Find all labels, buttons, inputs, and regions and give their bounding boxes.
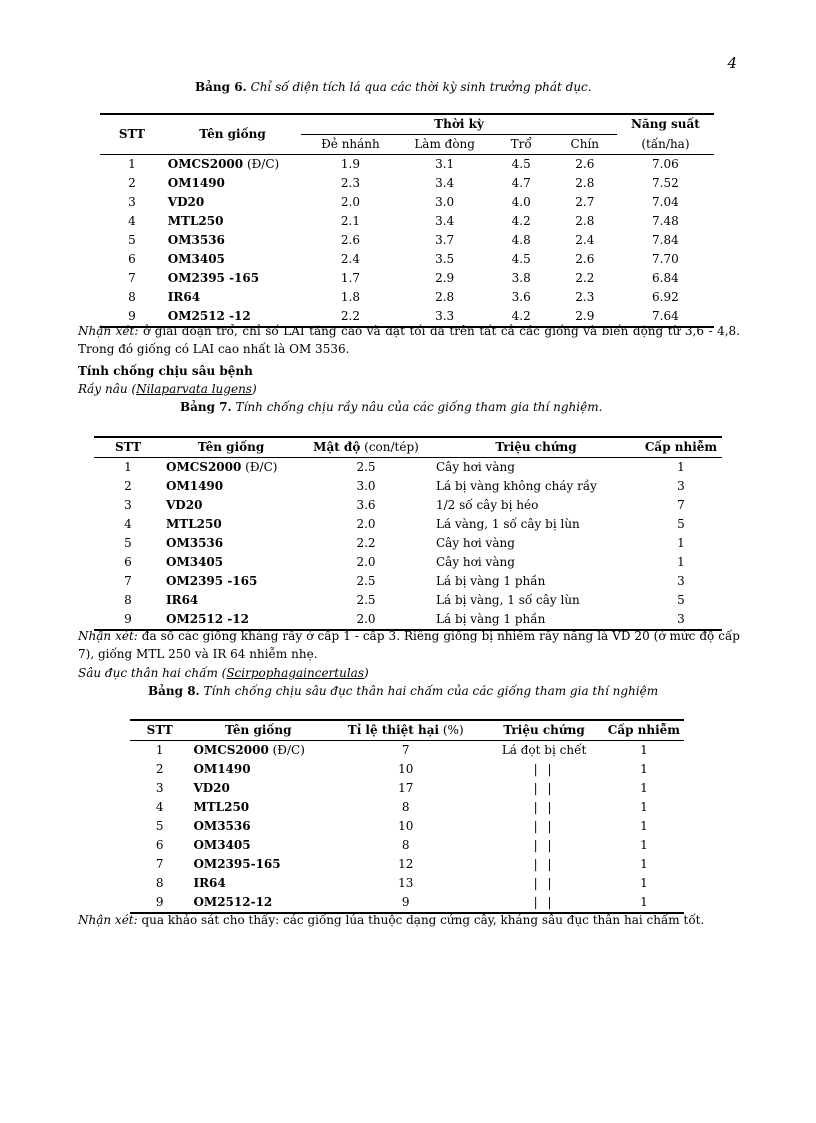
- variety-name: MTL250: [193, 800, 250, 814]
- density: 2.0: [356, 555, 376, 569]
- stt: 8: [124, 593, 132, 607]
- table7: [94, 436, 722, 631]
- value-tro: 4.2: [511, 309, 531, 323]
- infection-level: 1: [640, 819, 648, 833]
- stt: 3: [155, 781, 164, 795]
- value-tro: 4.5: [511, 252, 531, 266]
- value-denhanh: 2.0: [340, 195, 360, 209]
- subsection-suffix: ): [251, 382, 257, 396]
- variety-name: OM2395 -165: [167, 271, 260, 285]
- variety-name: VD20: [167, 195, 205, 209]
- variety-name: MTL250: [167, 214, 224, 228]
- variety-name: OM1490: [193, 762, 251, 776]
- table-row: [100, 250, 714, 269]
- damage-rate: 13: [398, 876, 414, 890]
- stt: 2: [124, 479, 132, 493]
- stt: 8: [155, 876, 164, 890]
- stt: 8: [128, 290, 136, 304]
- value-denhanh: 1.8: [340, 290, 360, 304]
- value-denhanh: 2.6: [340, 233, 360, 247]
- damage-rate: 10: [398, 819, 414, 833]
- table8-caption-label: Bảng 8.: [148, 684, 200, 698]
- value-tro: 3.8: [511, 271, 531, 285]
- stt: 7: [124, 574, 132, 588]
- infection-level: 1: [640, 895, 648, 909]
- stt: 5: [124, 536, 132, 550]
- variety-name: OM3536: [193, 819, 251, 833]
- density: 2.5: [356, 574, 376, 588]
- t7-header-cap: Cấp nhiễm: [640, 437, 722, 458]
- variety-name: OM2395 -165: [166, 574, 258, 588]
- t6-header-stt: STT: [100, 114, 164, 155]
- table-row: [100, 155, 714, 175]
- symptom: | |: [533, 819, 555, 833]
- table7-caption: [180, 400, 602, 414]
- table6-caption-text: Chỉ số diện tích lá qua các thời kỳ sinh trưởng phát dục.: [250, 80, 592, 94]
- infection-level: 1: [640, 876, 648, 890]
- value-denhanh: 2.1: [340, 214, 360, 228]
- stt: 7: [155, 857, 164, 871]
- stt: 4: [128, 214, 136, 228]
- t8-header-tile: Tỉ lệ thiệt hại (%): [327, 720, 484, 741]
- infection-level: 1: [640, 762, 648, 776]
- value-chin: 2.7: [575, 195, 595, 209]
- value-lamdong: 3.7: [435, 233, 455, 247]
- value-lamdong: 3.1: [435, 157, 455, 171]
- t6-header-tro: Trổ: [490, 135, 553, 155]
- table8: [130, 719, 684, 914]
- table-row: [100, 193, 714, 212]
- variety-name: OM3405: [193, 838, 251, 852]
- t8-header-cap: Cấp nhiễm: [604, 720, 684, 741]
- variety-name: OM3536: [167, 233, 225, 247]
- symptom: | |: [533, 781, 555, 795]
- value-denhanh: 1.7: [340, 271, 360, 285]
- remark-text: qua khảo sát cho thấy: các giống lúa thuộc dạng cứng cây, kháng sâu đục thân hai chấm tốt.: [137, 913, 705, 927]
- t7-header-name: Tên giống: [162, 437, 300, 458]
- table-row: [130, 760, 684, 779]
- table-row: [130, 741, 684, 761]
- symptom: Cây hơi vàng: [436, 460, 515, 474]
- density: 2.0: [356, 612, 376, 626]
- variety-name: OM2512-12: [193, 895, 273, 909]
- table7-caption-label: Bảng 7.: [180, 400, 232, 414]
- table-row: [130, 817, 684, 836]
- variety-name: OMCS2000: [167, 157, 244, 171]
- infection-level: 3: [677, 574, 685, 588]
- value-nangsuat: 6.92: [652, 290, 679, 304]
- variety-name: OM1490: [166, 479, 224, 493]
- infection-level: 3: [677, 479, 685, 493]
- value-lamdong: 2.9: [435, 271, 455, 285]
- stt: 2: [155, 762, 164, 776]
- value-lamdong: 3.4: [435, 176, 455, 190]
- value-tro: 4.8: [511, 233, 531, 247]
- t6-header-thoiky: Thời kỳ: [301, 114, 617, 135]
- stt: 3: [124, 498, 132, 512]
- variety-name: OMCS2000: [166, 460, 242, 474]
- stt: 1: [155, 743, 164, 757]
- value-tro: 4.7: [511, 176, 531, 190]
- subsection-suffix: ): [363, 666, 369, 680]
- remark-text: đa số các giống kháng rầy ở cấp 1 - cấp 3. Riêng giống bị nhiễm rầy năng là VD 20 (ở mức độ cấp 7), giống MTL 250 và IR 64 nhiễm nhẹ.: [78, 629, 740, 661]
- variety-name: IR64: [193, 876, 226, 890]
- table-row: [100, 212, 714, 231]
- remark-text: ở giai đoạn trổ, chỉ số LAI tăng cao và đạt tối đa trên tất cả các giống và biến động từ 3,6 - 4,8. Trong đó giống có LAI cao nhất là OM 3536.: [78, 324, 740, 356]
- symptom: Lá vàng, 1 số cây bị lùn: [436, 517, 580, 531]
- subsection-brown-planthopper: [78, 380, 740, 398]
- table-row: [130, 893, 684, 913]
- density: 3.6: [356, 498, 376, 512]
- value-nangsuat: 7.48: [652, 214, 679, 228]
- variety-name: VD20: [166, 498, 203, 512]
- variety-name: IR64: [166, 593, 199, 607]
- infection-level: 1: [640, 781, 648, 795]
- t6-header-nangsuat-unit: (tấn/ha): [617, 135, 714, 155]
- stt: 4: [155, 800, 164, 814]
- symptom: Lá bị vàng không cháy rầy: [436, 479, 597, 493]
- value-chin: 2.8: [575, 176, 595, 190]
- value-nangsuat: 7.64: [652, 309, 679, 323]
- table-row: [100, 231, 714, 250]
- table7-remark: [78, 627, 740, 663]
- table8-caption: [148, 684, 658, 698]
- t6-header-lamdong: Làm đòng: [400, 135, 490, 155]
- table-row: [94, 591, 722, 610]
- damage-rate: 8: [401, 838, 410, 852]
- variety-name: OM2512 -12: [167, 309, 251, 323]
- value-nangsuat: 7.52: [652, 176, 679, 190]
- table-row: [130, 855, 684, 874]
- stt: 4: [124, 517, 132, 531]
- t7-header-trieuchung: Triệu chứng: [432, 437, 640, 458]
- variety-name: OMCS2000: [193, 743, 269, 757]
- table-row: [130, 874, 684, 893]
- damage-rate: 17: [398, 781, 414, 795]
- damage-rate: 7: [401, 743, 410, 757]
- variety-note: (Đ/C): [268, 743, 305, 757]
- value-lamdong: 3.4: [435, 214, 455, 228]
- symptom: Lá bị vàng 1 phần: [436, 574, 546, 588]
- remark-label: Nhận xét:: [78, 324, 139, 338]
- table-row: [94, 553, 722, 572]
- variety-note: (Đ/C): [241, 460, 278, 474]
- table-row: [100, 269, 714, 288]
- t8-header-stt: STT: [130, 720, 189, 741]
- variety-name: MTL250: [166, 517, 222, 531]
- value-denhanh: 2.2: [340, 309, 360, 323]
- table7-caption-text: Tính chống chịu rầy nâu của các giống tham gia thí nghiệm.: [235, 400, 603, 414]
- variety-name: OM3405: [167, 252, 225, 266]
- stt: 7: [128, 271, 136, 285]
- species-name: Scirpophagaincertulas: [226, 666, 364, 680]
- value-tro: 3.6: [511, 290, 531, 304]
- variety-name: OM2512 -12: [166, 612, 249, 626]
- variety-name: OM1490: [167, 176, 225, 190]
- table-row: [94, 572, 722, 591]
- t7-header-matdo: Mật độ (con/tép): [300, 437, 432, 458]
- table-row: [94, 534, 722, 553]
- value-chin: 2.6: [575, 252, 595, 266]
- infection-level: 1: [640, 800, 648, 814]
- symptom: | |: [533, 762, 555, 776]
- value-denhanh: 1.9: [340, 157, 360, 171]
- value-chin: 2.8: [575, 214, 595, 228]
- stt: 1: [128, 157, 136, 171]
- subsection-stem-borer: [78, 664, 740, 682]
- value-nangsuat: 7.70: [652, 252, 679, 266]
- infection-level: 5: [677, 517, 685, 531]
- variety-name: IR64: [167, 290, 201, 304]
- value-chin: 2.6: [575, 157, 595, 171]
- damage-rate: 9: [401, 895, 410, 909]
- variety-note: (Đ/C): [243, 157, 280, 171]
- value-lamdong: 2.8: [435, 290, 455, 304]
- density: 2.5: [356, 593, 376, 607]
- value-lamdong: 3.5: [435, 252, 455, 266]
- symptom: Lá bị vàng, 1 số cây lùn: [436, 593, 580, 607]
- value-chin: 2.9: [575, 309, 595, 323]
- symptom: | |: [533, 857, 555, 871]
- subsection-prefix: Rầy nâu (: [78, 382, 137, 396]
- infection-level: 1: [640, 857, 648, 871]
- value-nangsuat: 6.84: [652, 271, 679, 285]
- symptom: Lá đọt bị chết: [501, 743, 587, 757]
- variety-name: OM2395-165: [193, 857, 281, 871]
- stt: 6: [128, 252, 136, 266]
- value-lamdong: 3.0: [435, 195, 455, 209]
- infection-level: 5: [677, 593, 685, 607]
- stt: 6: [155, 838, 164, 852]
- value-denhanh: 2.4: [340, 252, 360, 266]
- table6: [100, 113, 714, 328]
- symptom: | |: [533, 838, 555, 852]
- table6-remark: [78, 322, 740, 358]
- value-chin: 2.3: [575, 290, 595, 304]
- t6-header-chin: Chín: [553, 135, 617, 155]
- table-row: [94, 496, 722, 515]
- value-nangsuat: 7.84: [652, 233, 679, 247]
- stt: 5: [155, 819, 164, 833]
- density: 2.5: [356, 460, 376, 474]
- value-denhanh: 2.3: [340, 176, 360, 190]
- t6-header-name: Tên giống: [164, 114, 301, 155]
- table-row: [130, 836, 684, 855]
- damage-rate: 10: [398, 762, 414, 776]
- table8-caption-text: Tính chống chịu sâu đục thân hai chấm của các giống tham gia thí nghiệm: [203, 684, 659, 698]
- damage-rate: 12: [398, 857, 414, 871]
- table8-remark: [78, 911, 740, 929]
- table6-caption: [195, 80, 592, 94]
- subsection-prefix: Sâu đục thân hai chấm (: [78, 666, 227, 680]
- stt: 6: [124, 555, 132, 569]
- density: 2.0: [356, 517, 376, 531]
- remark-label: Nhận xét:: [78, 913, 138, 927]
- value-chin: 2.4: [575, 233, 595, 247]
- symptom: | |: [533, 800, 555, 814]
- stt: 2: [128, 176, 136, 190]
- symptom: Lá bị vàng 1 phần: [436, 612, 546, 626]
- table-row: [94, 477, 722, 496]
- damage-rate: 8: [401, 800, 410, 814]
- t8-header-name: Tên giống: [189, 720, 327, 741]
- page-number: 4: [727, 54, 737, 72]
- value-chin: 2.2: [575, 271, 595, 285]
- table-row: [94, 458, 722, 478]
- table-row: [100, 174, 714, 193]
- symptom: 1/2 số cây bị héo: [436, 498, 539, 512]
- density: 3.0: [356, 479, 376, 493]
- symptom: Cây hơi vàng: [436, 555, 515, 569]
- table-row: [130, 798, 684, 817]
- infection-level: 1: [677, 460, 685, 474]
- infection-level: 1: [640, 838, 648, 852]
- species-name: Nilaparvata lugens: [136, 382, 252, 396]
- stt: 9: [155, 895, 164, 909]
- symptom: | |: [533, 876, 555, 890]
- table6-caption-label: Bảng 6.: [195, 80, 247, 94]
- infection-level: 3: [677, 612, 685, 626]
- symptom: Cây hơi vàng: [436, 536, 515, 550]
- t6-header-denhanh: Đẻ nhánh: [301, 135, 399, 155]
- t7-header-stt: STT: [94, 437, 162, 458]
- value-lamdong: 3.3: [435, 309, 455, 323]
- stt: 5: [128, 233, 136, 247]
- infection-level: 1: [677, 555, 685, 569]
- stt: 1: [124, 460, 132, 474]
- remark-label: Nhận xét:: [78, 629, 138, 643]
- table-row: [100, 288, 714, 307]
- t8-header-trieuchung: Triệu chứng: [484, 720, 603, 741]
- section-heading: Tính chống chịu sâu bệnh: [78, 364, 253, 378]
- t6-header-nangsuat: Năng suất: [630, 117, 700, 132]
- variety-name: OM3536: [166, 536, 224, 550]
- value-tro: 4.5: [511, 157, 531, 171]
- value-nangsuat: 7.04: [652, 195, 679, 209]
- stt: 9: [124, 612, 132, 626]
- symptom: | |: [533, 895, 555, 909]
- value-tro: 4.0: [511, 195, 531, 209]
- variety-name: VD20: [193, 781, 230, 795]
- value-tro: 4.2: [511, 214, 531, 228]
- infection-level: 1: [677, 536, 685, 550]
- table-row: [130, 779, 684, 798]
- stt: 3: [128, 195, 136, 209]
- stt: 9: [128, 309, 136, 323]
- variety-name: OM3405: [166, 555, 224, 569]
- infection-level: 1: [640, 743, 648, 757]
- density: 2.2: [356, 536, 376, 550]
- table-row: [94, 515, 722, 534]
- infection-level: 7: [677, 498, 685, 512]
- value-nangsuat: 7.06: [652, 157, 679, 171]
